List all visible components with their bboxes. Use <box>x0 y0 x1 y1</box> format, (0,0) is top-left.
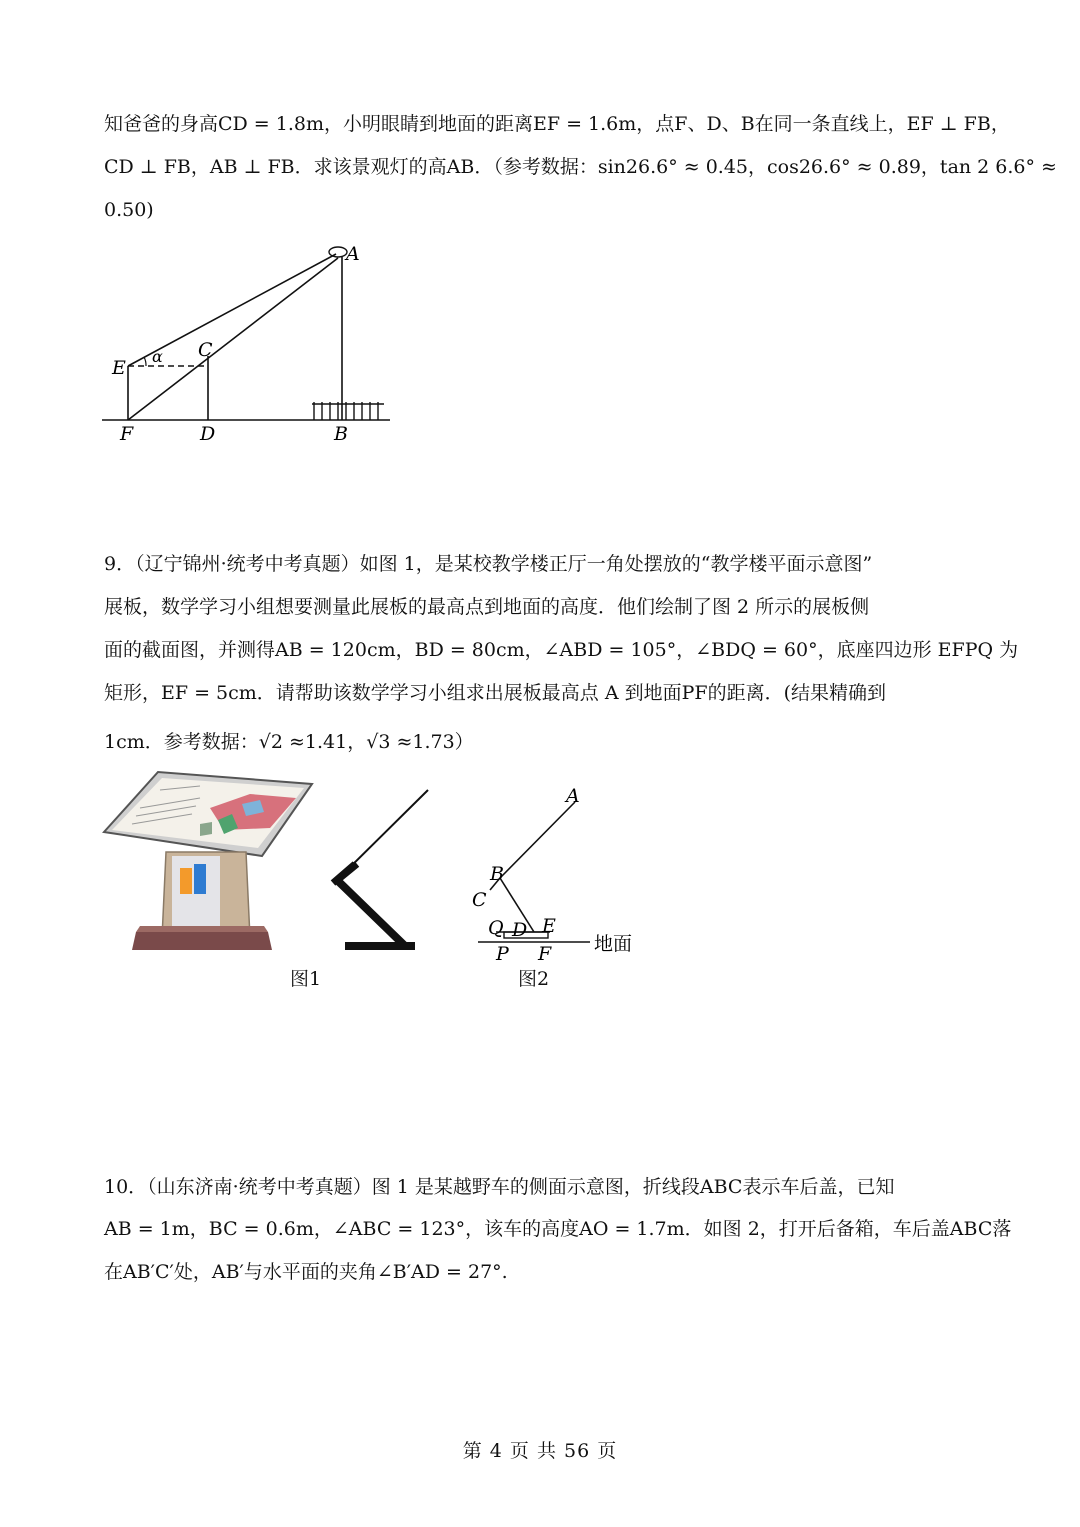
label-C: C <box>198 339 213 361</box>
label2-E: E <box>542 915 556 937</box>
label2-P: P <box>496 943 509 965</box>
problem9-line1: 9．（辽宁锦州·统考中考真题）如图 1，是某校教学楼正厅一角处摆放的“教学楼平面示意图” <box>104 553 873 575</box>
board-side-silhouette <box>325 786 435 956</box>
display-board-photo <box>100 768 315 958</box>
label2-F: F <box>538 943 552 965</box>
problem9-line2: 展板，数学学习小组想要测量此展板的最高点到地面的高度．他们绘制了图 2 所示的展板侧 <box>104 596 870 618</box>
problem9-line4: 矩形，EF = 5cm．请帮助该数学学习小组求出展板最高点 A 到地面PF的距离．(结果精确到 <box>104 682 886 704</box>
fig2-caption: 图2 <box>518 968 550 990</box>
problem8-line2: CD ⊥ FB，AB ⊥ FB．求该景观灯的高AB．（参考数据：sin26.6° ≈ 0.45，cos26.6° ≈ 0.89，tan 2 6.6° ≈ <box>104 156 1057 178</box>
label-E: E <box>112 357 126 379</box>
label-A: A <box>346 243 360 265</box>
problem9-line3: 面的截面图，并测得AB = 120cm，BD = 80cm，∠ABD = 105°，∠BDQ = 60°，底座四边形 EFPQ 为 <box>104 639 1019 661</box>
ground-label: 地面 <box>594 933 633 955</box>
label2-C: C <box>472 889 487 911</box>
problem8-line1: 知爸爸的身高CD = 1.8m，小明眼睛到地面的距离EF = 1.6m，点F、D、B在同一条直线上，EF ⊥ FB， <box>104 113 1010 135</box>
problem10-line3: 在AB′C′处，AB′与水平面的夹角∠B′AD = 27°. <box>104 1261 508 1283</box>
label2-B: B <box>490 863 504 885</box>
label2-Q: Q <box>488 917 504 939</box>
label-D: D <box>200 423 216 445</box>
cross-section-diagram <box>460 782 650 972</box>
lamp-diagram <box>100 238 400 448</box>
page-footer: 第 4 页 共 56 页 <box>462 1440 618 1462</box>
problem10-line1: 10．（山东济南·统考中考真题）图 1 是某越野车的侧面示意图，折线段ABC表示车后盖，已知 <box>104 1176 895 1198</box>
label2-D: D <box>512 919 528 941</box>
problem9-line5: 1cm．参考数据：√2 ≈1.41，√3 ≈1.73） <box>104 731 474 753</box>
label-B: B <box>334 423 348 445</box>
problem10-line2: AB = 1m，BC = 0.6m，∠ABC = 123°，该车的高度AO = 1.7m．如图 2，打开后备箱，车后盖ABC落 <box>104 1218 1012 1240</box>
label-alpha: α <box>152 347 163 366</box>
problem8-line3: 0.50) <box>104 199 154 221</box>
label2-A: A <box>566 785 580 807</box>
label-F: F <box>120 423 134 445</box>
fig1-caption: 图1 <box>290 968 322 990</box>
